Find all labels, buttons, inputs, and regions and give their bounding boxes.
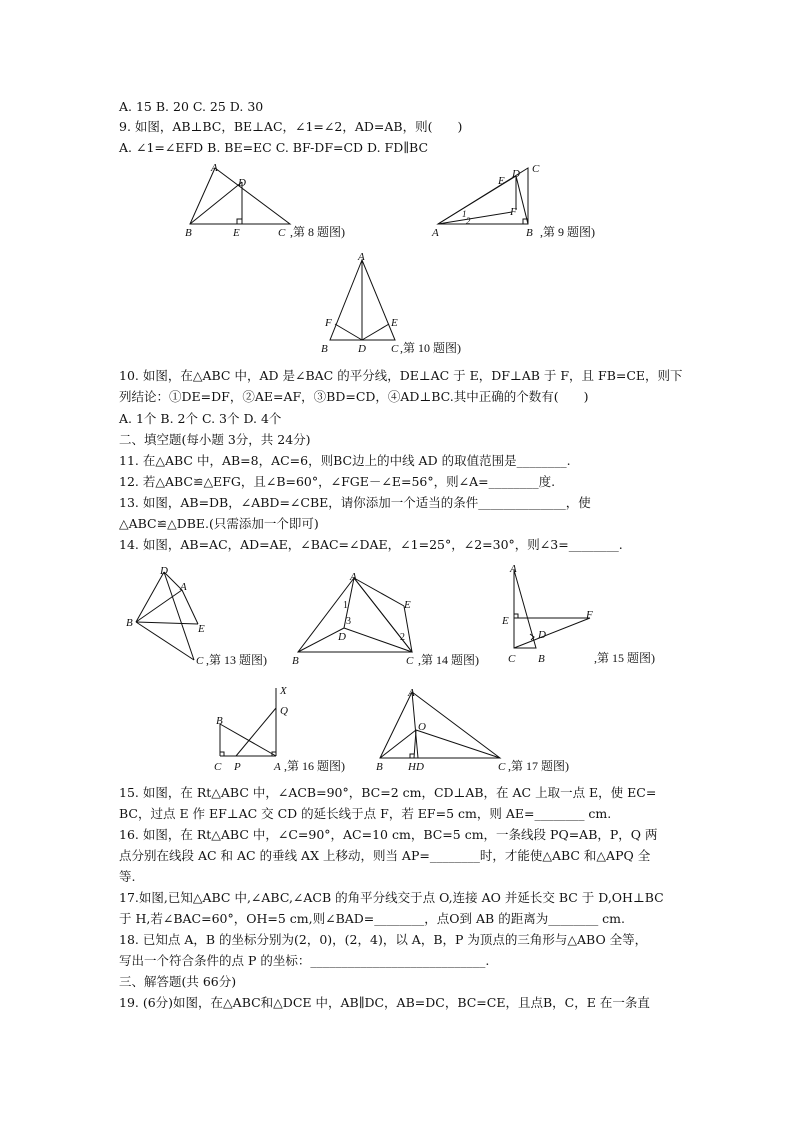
fig8-label: C bbox=[278, 227, 286, 239]
text-line: 18. 已知点 A，B 的坐标分别为(2，0)，(2，4)，以 A，B，P 为顶点的三角形与△ABO 全等， bbox=[119, 932, 648, 947]
fig16-label: P bbox=[234, 761, 241, 773]
fig9-label: 2 bbox=[466, 216, 471, 226]
figure-q15 bbox=[500, 560, 680, 670]
text-line: A. ∠1=∠EFD B. BE=EC C. BF-DF=CD D. FD∥BC bbox=[119, 140, 429, 155]
fig9-label: F bbox=[510, 206, 517, 218]
fig8-label: B bbox=[185, 227, 192, 239]
text-line: 11. 在△ABC 中，AB=8，AC=6，则BC边上的中线 AD 的取值范围是________. bbox=[119, 453, 571, 468]
text-line: 写出一个符合条件的点 P 的坐标：____________________________. bbox=[119, 953, 490, 968]
text-line: A. 15 B. 20 C. 25 D. 30 bbox=[119, 99, 264, 114]
text-line: 等. bbox=[119, 869, 136, 884]
fig10-label: C bbox=[391, 343, 399, 355]
fig10-label: A bbox=[358, 251, 365, 263]
fig15-caption: ,第 15 题图) bbox=[594, 651, 655, 665]
fig17-label: HD bbox=[408, 761, 424, 773]
fig16-label: C bbox=[214, 761, 222, 773]
fig13-label: A bbox=[180, 581, 187, 593]
fig9-label: 1 bbox=[462, 209, 467, 219]
fig17-label: B bbox=[376, 761, 383, 773]
fig9-label: C bbox=[532, 163, 540, 175]
fig15-label: D bbox=[538, 629, 546, 641]
fig16-label: A bbox=[274, 761, 281, 773]
fig14-label: D bbox=[338, 631, 346, 643]
text-line: A. 1个 B. 2个 C. 3个 D. 4个 bbox=[119, 411, 282, 426]
fig10-label: F bbox=[325, 317, 332, 329]
text-line: 12. 若△ABC≌△EFG，且∠B=60°，∠FGE－∠E=56°，则∠A=________度. bbox=[119, 474, 556, 489]
fig10-label: D bbox=[358, 343, 366, 355]
text-line: 19. (6分)如图，在△ABC和△DCE 中，AB∥DC，AB=DC，BC=CE，且点B，C，E 在一条直 bbox=[119, 995, 650, 1010]
fig14-triangle bbox=[298, 578, 412, 652]
fig17-caption: ,第 17 题图) bbox=[508, 759, 569, 773]
fig17-label: C bbox=[498, 761, 506, 773]
figure-q17 bbox=[372, 686, 592, 776]
fig9-caption: ,第 9 题图) bbox=[540, 225, 595, 239]
fig15-label: C bbox=[508, 653, 516, 665]
fig15-label: E bbox=[502, 615, 509, 627]
fig15-label: F bbox=[586, 609, 593, 621]
fig9-label: D bbox=[512, 168, 520, 180]
text-line: 17.如图,已知△ABC 中,∠ABC,∠ACB 的角平分线交于点 O,连接 AO 并延长交 BC 于 D,OH⊥BC bbox=[119, 890, 664, 905]
fig8-label: A bbox=[211, 162, 218, 174]
fig15-label: B bbox=[538, 653, 545, 665]
fig16-caption: ,第 16 题图) bbox=[284, 759, 345, 773]
text-line: 于 H,若∠BAC=60°，OH=5 cm,则∠BAD=________，点O到 AB 的距离为________ cm. bbox=[119, 911, 625, 926]
figure-q14 bbox=[288, 568, 508, 670]
fig9-label: A bbox=[432, 227, 439, 239]
figure-q16 bbox=[212, 684, 392, 776]
fig16-label: Q bbox=[280, 705, 288, 717]
fig14-caption: ,第 14 题图) bbox=[418, 653, 479, 667]
text-line: △ABC≌△DBE.(只需添加一个即可) bbox=[119, 516, 319, 531]
fig14-label: 1 bbox=[343, 600, 348, 611]
fig10-caption: ,第 10 题图) bbox=[400, 341, 461, 355]
fig16-label: B bbox=[216, 715, 223, 727]
figure-q8 bbox=[180, 160, 365, 242]
text-line: BC，过点 E 作 EF⊥AC 交 CD 的延长线于点 F，若 EF=5 cm，则 AE=________ cm. bbox=[119, 806, 612, 821]
text-line: 点分别在线段 AC 和 AC 的垂线 AX 上移动，则当 AP=________时，才能使△ABC 和△APQ 全 bbox=[119, 848, 651, 863]
text-line: 14. 如图，AB=AC，AD=AE，∠BAC=∠DAE，∠1=25°，∠2=30°，则∠3=________. bbox=[119, 537, 623, 552]
fig9-label: B bbox=[526, 227, 533, 239]
fig14-label: C bbox=[406, 655, 414, 667]
text-line: 15. 如图，在 Rt△ABC 中，∠ACB=90°，BC=2 cm，CD⊥AB，在 AC 上取一点 E，使 EC= bbox=[119, 785, 657, 800]
fig14-label: E bbox=[404, 599, 411, 611]
fig13-label: B bbox=[126, 617, 133, 629]
fig13-label: C bbox=[196, 655, 204, 667]
text-line: 9. 如图，AB⊥BC，BE⊥AC，∠1=∠2，AD=AB，则( ) bbox=[119, 119, 463, 134]
text-line: 列结论：①DE=DF，②AE=AF，③BD=CD，④AD⊥BC.其中正确的个数有( ) bbox=[119, 389, 589, 404]
fig17-triangle bbox=[380, 692, 500, 758]
fig10-label: E bbox=[391, 317, 398, 329]
figure-q10 bbox=[315, 250, 500, 358]
fig14-label: A bbox=[350, 571, 357, 583]
fig13-label: E bbox=[198, 623, 205, 635]
fig13-label: D bbox=[160, 565, 168, 577]
figure-q13 bbox=[122, 562, 292, 670]
text-line: 10. 如图，在△ABC 中，AD 是∠BAC 的平分线，DE⊥AC 于 E，DF⊥AB 于 F，且 FB=CE，则下 bbox=[119, 368, 683, 383]
section-heading: 三、解答题(共 66分) bbox=[119, 974, 237, 989]
fig14-label: 2 bbox=[400, 632, 405, 643]
fig8-label: D bbox=[238, 177, 246, 189]
fig8-label: E bbox=[233, 227, 240, 239]
fig13-caption: ,第 13 题图) bbox=[206, 653, 267, 667]
fig17-label: O bbox=[418, 721, 426, 733]
fig10-label: B bbox=[321, 343, 328, 355]
text-line: 16. 如图，在 Rt△ABC 中，∠C=90°，AC=10 cm，BC=5 cm，一条线段 PQ=AB，P，Q 两 bbox=[119, 827, 658, 842]
fig8-caption: ,第 8 题图) bbox=[290, 225, 345, 239]
fig15-label: A bbox=[510, 563, 517, 575]
fig9-label: E bbox=[498, 175, 505, 187]
fig17-label: A bbox=[408, 687, 415, 699]
figure-q9 bbox=[428, 160, 628, 242]
fig16-label: X bbox=[280, 685, 287, 697]
fig14-label: B bbox=[292, 655, 299, 667]
text-line: 13. 如图，AB=DB，∠ABD=∠CBE，请你添加一个适当的条件______________，使 bbox=[119, 495, 591, 510]
section-heading: 二、填空题(每小题 3分，共 24分) bbox=[119, 432, 311, 447]
fig14-label: 3 bbox=[346, 616, 351, 627]
